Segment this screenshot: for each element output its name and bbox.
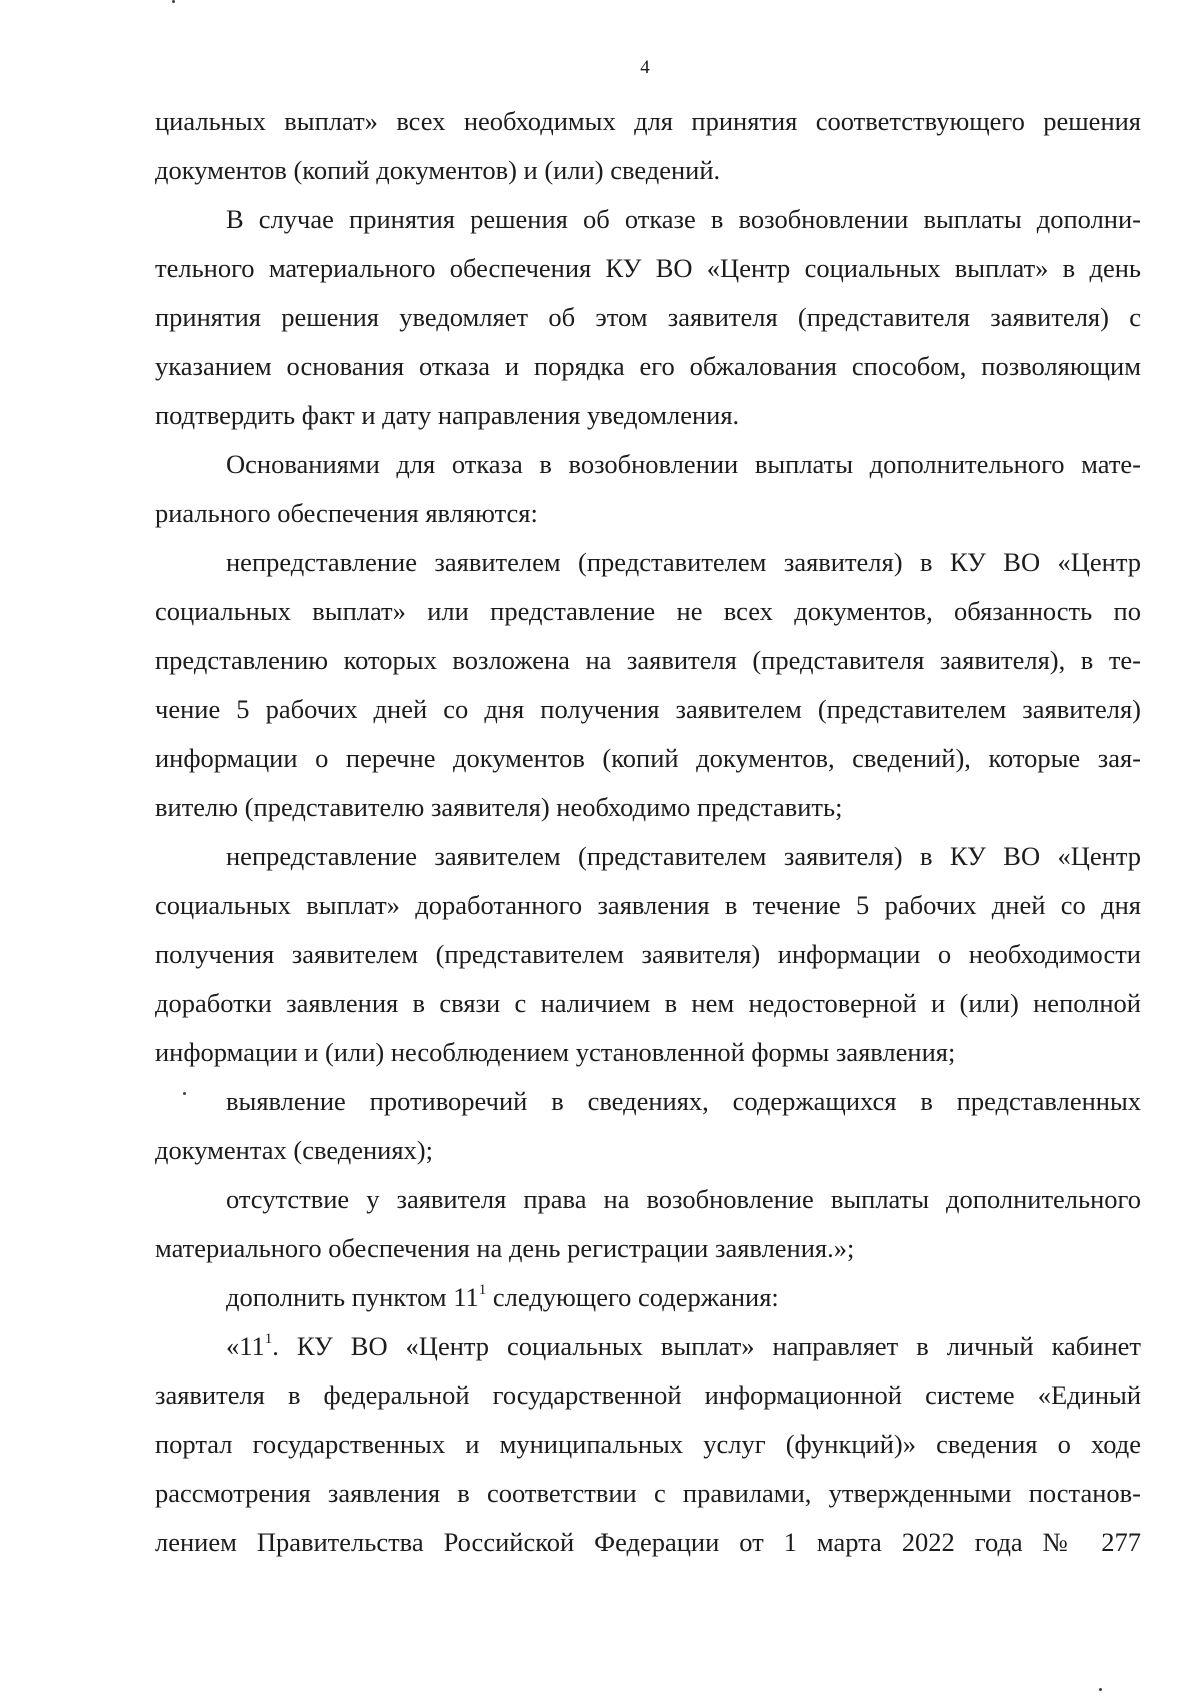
text-line: информации о перечне документов (копий документов, сведений), которые зая-: [155, 743, 1141, 773]
clause-rest: . КУ ВО «Центр социальных выплат» направляет в личный кабинет: [272, 1331, 1141, 1361]
text-line: принятия решения уведомляет об этом заявителя (представителя заявителя) с: [155, 302, 1141, 332]
text-line: представлению которых возложена на заявителя (представителя заявителя), в те-: [155, 645, 1141, 675]
text-line: риального обеспечения являются:: [155, 498, 538, 528]
scan-speck: [1099, 1688, 1102, 1691]
text-line: социальных выплат» доработанного заявления в течение 5 рабочих дней со дня: [155, 890, 1141, 920]
text-line: указанием основания отказа и порядка его обжалования способом, позволяющим: [155, 351, 1141, 381]
text-line: подтвердить факт и дату направления уведомления.: [155, 400, 740, 430]
text-line: информации и (или) несоблюдением установленной формы заявления;: [155, 1037, 956, 1067]
paragraph-start-line: Основаниями для отказа в возобновлении выплаты дополнительного мате-: [226, 449, 1141, 479]
text-line: портал государственных и муниципальных услуг (функций)» сведения о ходе: [155, 1429, 1141, 1459]
supplement-superscript: 1: [478, 1282, 487, 1299]
text-line: чение 5 рабочих дней со дня получения заявителем (представителем заявителя): [155, 694, 1141, 724]
supplement-prefix: дополнить пунктом 11: [226, 1282, 479, 1312]
text-line: социальных выплат» или представление не всех документов, обязанность по: [155, 596, 1141, 626]
text-line: лением Правительства Российской Федерации от 1 марта 2022 года № 277: [155, 1527, 1141, 1557]
text-line: циальных выплат» всех необходимых для принятия соответствующего решения: [155, 106, 1141, 136]
supplement-suffix: следующего содержания:: [486, 1282, 779, 1312]
scan-speck: [172, 0, 175, 3]
paragraph-start-line: непредставление заявителем (представителем заявителя) в КУ ВО «Центр: [226, 547, 1141, 577]
text-line: доработки заявления в связи с наличием в нем недостоверной и (или) неполной: [155, 988, 1141, 1018]
paragraph-start-line: отсутствие у заявителя права на возобновление выплаты дополнительного: [226, 1184, 1141, 1214]
text-line: вителю (представителю заявителя) необходимо представить;: [155, 792, 843, 822]
clause-open: «11: [226, 1331, 265, 1361]
text-line: заявителя в федеральной государственной информационной системе «Единый: [155, 1380, 1141, 1410]
document-body: [155, 97, 1141, 1567]
text-line: тельного материального обеспечения КУ ВО «Центр социальных выплат» в день: [155, 253, 1141, 283]
clause-start-line: [155, 1322, 1141, 1371]
text-line: материального обеспечения на день регистрации заявления.»;: [155, 1233, 855, 1263]
page-number: 4: [640, 57, 650, 78]
supplement-line: [155, 1273, 1141, 1322]
scan-speck: [183, 1092, 186, 1095]
text-line: рассмотрения заявления в соответствии с правилами, утвержденными постанов-: [155, 1478, 1141, 1508]
paragraph-start-line: выявление противоречий в сведениях, содержащихся в представленных: [226, 1086, 1141, 1116]
text-line: документах (сведениях);: [155, 1135, 433, 1165]
paragraph-start-line: В случае принятия решения об отказе в возобновлении выплаты дополни-: [226, 204, 1141, 234]
paragraph-start-line: непредставление заявителем (представителем заявителя) в КУ ВО «Центр: [226, 841, 1141, 871]
text-line: документов (копий документов) и (или) сведений.: [155, 155, 721, 185]
clause-superscript: 1: [264, 1331, 273, 1348]
text-line: получения заявителем (представителем заявителя) информации о необходимости: [155, 939, 1141, 969]
